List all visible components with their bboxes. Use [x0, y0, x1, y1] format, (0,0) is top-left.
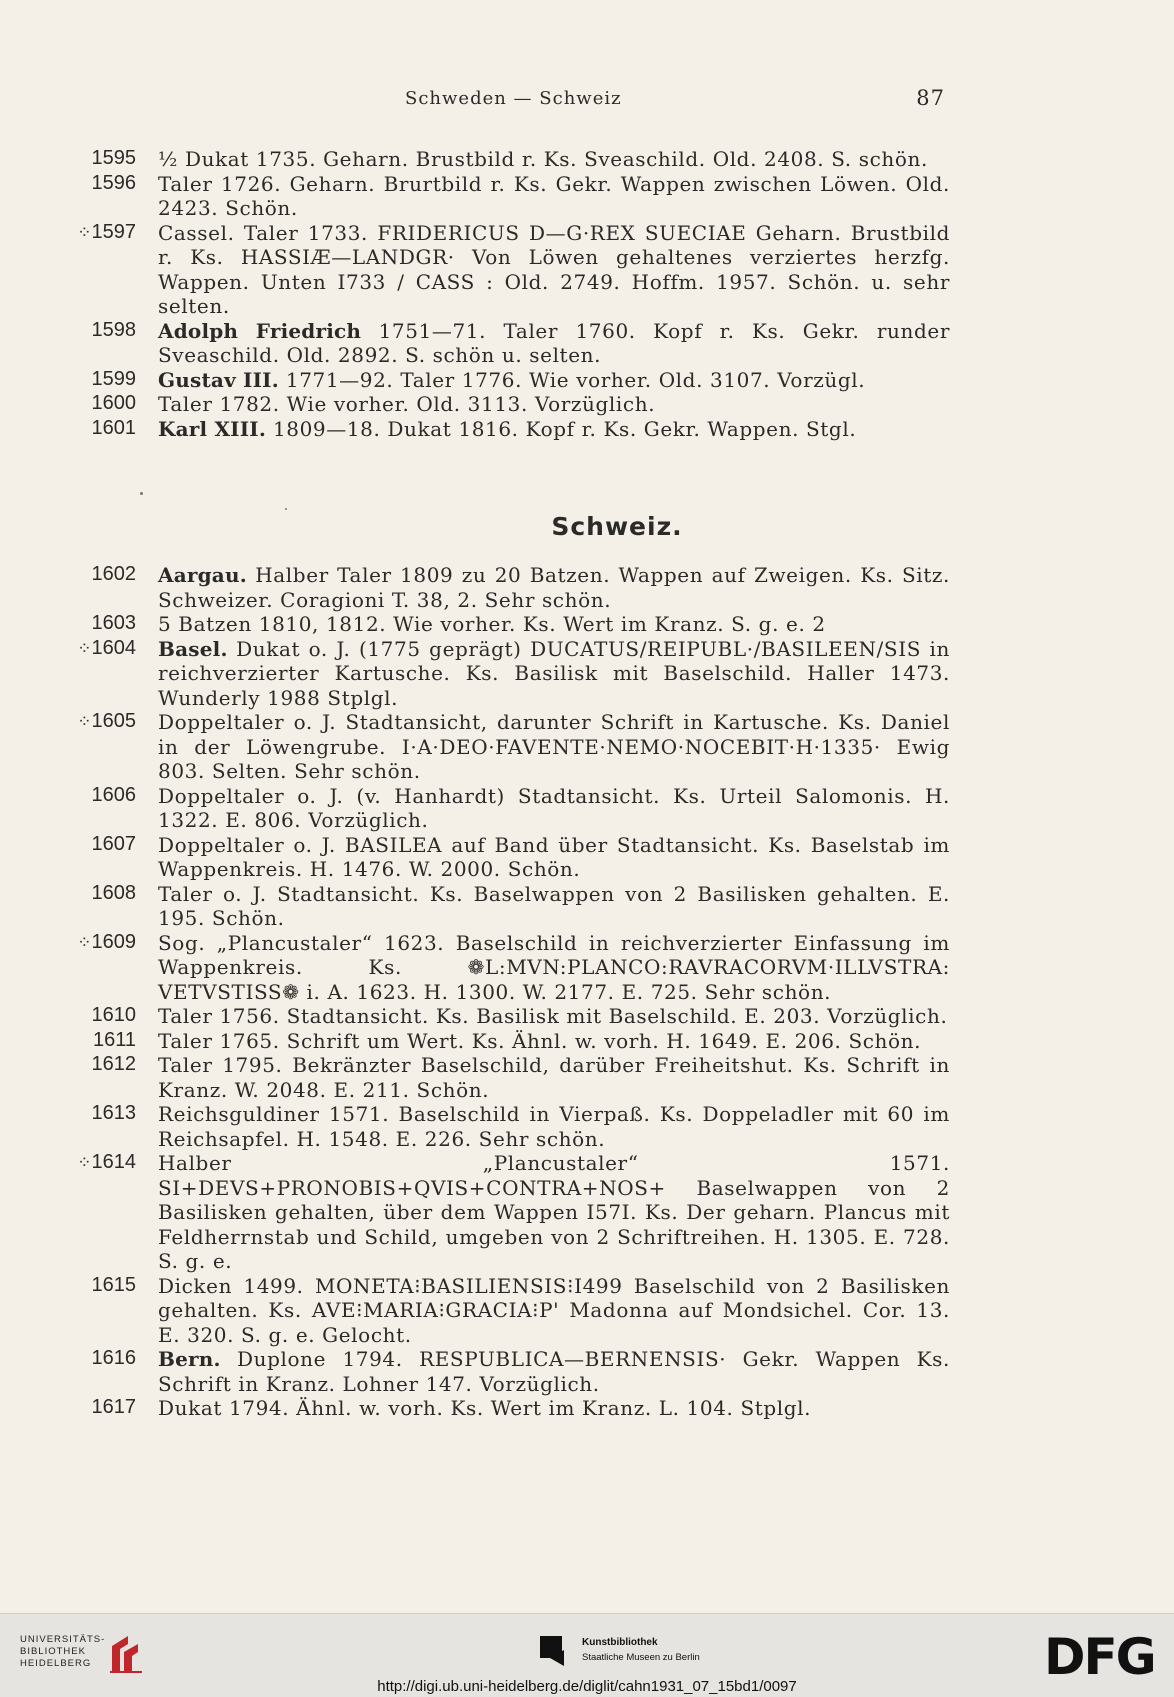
- entry-description: Taler 1782. Wie vorher. Old. 3113. Vorzüglich.: [158, 392, 656, 416]
- entry-number: [60, 612, 136, 635]
- entry-number: [60, 1053, 136, 1076]
- entry-description: Doppeltaler o. J. BASILEA auf Band über Stadtansicht. Ks. Baselstab im Wappenkreis. H. 1476. W. 2000. Schön.: [158, 832, 950, 881]
- entry-text: [158, 637, 950, 711]
- catalog-entry: [0, 882, 950, 931]
- entry-text: [158, 931, 950, 1005]
- entry-description: Sog. „Plancustaler“ 1623. Baselschild in reichverzierter Einfassung im Wappenkreis. Ks. ❁L:MVN:PLANCO:RAVRACORVM·ILLVSTRA: VETVSTISS❁ i. A. 1623. H. 1300. W. 2177. E. 725. Sehr schön.: [158, 930, 950, 1004]
- entry-text: [158, 221, 950, 319]
- entry-number: [60, 319, 136, 342]
- entry-number-value: 1611: [92, 1028, 136, 1051]
- catalog-entry: [0, 1396, 950, 1421]
- entry-number: [60, 1274, 136, 1297]
- entry-description: Dicken 1499. MONETA⁝BASILIENSIS⁝I499 Baselschild von 2 Basilisken gehalten. Ks. AVE⁝MARIA⁝GRACIA⁝P' Madonna auf Mondsichel. Cor. 13. E. 320. S. g. e. Gelocht.: [158, 1273, 950, 1347]
- catalog-entry: [0, 1029, 950, 1054]
- entry-text: [158, 319, 950, 368]
- catalog-entry: [0, 368, 950, 393]
- entry-number: [60, 417, 136, 440]
- entry-number-value: 1601: [91, 416, 136, 439]
- entry-description: Dukat 1794. Ähnl. w. vorh. Ks. Wert im Kranz. L. 104. Stplgl.: [158, 1396, 812, 1420]
- catalog-entry: [0, 563, 950, 612]
- entry-text: [158, 1004, 950, 1029]
- entry-number-value: 1615: [91, 1273, 136, 1296]
- entry-description: Dukat o. J. (1775 geprägt) DUCATUS/REIPUBL·/BASILEEN/SIS in reichverzierter Kartusche. Ks. Basilisk mit Baselschild. Haller 1473. Wunderly 1988 Stplgl.: [158, 636, 950, 710]
- entry-number-value: 1597: [91, 220, 136, 243]
- entry-text: [158, 172, 950, 221]
- ruler-or-canton-name: Bern.: [158, 1347, 221, 1371]
- running-head: [150, 88, 950, 114]
- entry-number: [60, 392, 136, 415]
- rarity-mark-icon: ⁘: [77, 638, 92, 658]
- catalog-entry: [0, 221, 950, 319]
- section-heading: Schweiz.: [551, 512, 683, 541]
- entry-number-value: 1600: [91, 392, 136, 414]
- catalog-entry: [0, 1102, 950, 1151]
- ub-heidelberg-logo[interactable]: [20, 1634, 150, 1674]
- entry-number: [60, 1004, 136, 1027]
- ruler-or-canton-name: Adolph Friedrich: [158, 318, 362, 343]
- entry-number-value: 1617: [91, 1396, 136, 1418]
- kunstbibliothek-logo[interactable]: [536, 1632, 736, 1668]
- entry-number: [60, 882, 136, 905]
- page-number: 87: [916, 86, 945, 110]
- entry-text: [158, 1347, 950, 1396]
- entry-text: [158, 1053, 950, 1102]
- entry-number: [60, 1029, 136, 1052]
- entry-number-value: 1614: [91, 1151, 136, 1173]
- entry-number: [60, 172, 136, 195]
- entries-schweiz: [0, 563, 1174, 1421]
- catalog-entry: [0, 784, 950, 833]
- entry-text: [158, 417, 950, 442]
- entry-number-value: 1596: [91, 171, 136, 194]
- catalog-entry: [0, 147, 950, 172]
- permalink-url[interactable]: http://digi.ub.uni-heidelberg.de/diglit/cahn1931_07_15bd1/0097: [377, 1678, 797, 1695]
- entry-number: [60, 710, 136, 733]
- entry-number: [60, 833, 136, 856]
- entry-number-value: 1605: [91, 710, 136, 732]
- entry-number: [60, 368, 136, 391]
- entry-number-value: 1606: [91, 783, 136, 806]
- rarity-mark-icon: ⁘: [77, 222, 92, 242]
- entry-text: [158, 147, 950, 172]
- entry-text: [158, 784, 950, 833]
- entry-description: Halber Taler 1809 zu 20 Batzen. Wappen auf Zweigen. Ks. Sitz. Schweizer. Coragioni T. 38, 2. Sehr schön.: [158, 563, 950, 612]
- running-head-title: Schweden — Schweiz: [405, 88, 622, 109]
- entries-schweden: [0, 147, 1174, 441]
- entry-number-value: 1613: [91, 1102, 136, 1124]
- entry-text: [158, 1029, 950, 1054]
- entry-text: [158, 1274, 950, 1348]
- entry-text: [158, 710, 950, 784]
- entry-text: [158, 1151, 950, 1274]
- entry-description: 5 Batzen 1810, 1812. Wie vorher. Ks. Wert im Kranz. S. g. e. 2: [158, 612, 826, 636]
- entry-number: [60, 931, 136, 954]
- entry-description: Taler 1726. Geharn. Brurtbild r. Ks. Gekr. Wappen zwischen Löwen. Old. 2423. Schön.: [158, 171, 950, 220]
- speck: [140, 492, 143, 495]
- catalog-entry: [0, 1274, 950, 1348]
- catalog-entry: [0, 392, 950, 417]
- catalog-entry: [0, 1004, 950, 1029]
- dfg-logo[interactable]: DFG: [1044, 1628, 1155, 1686]
- entry-text: [158, 368, 950, 393]
- entry-number-value: 1607: [91, 832, 136, 855]
- entry-number: [60, 1396, 136, 1419]
- ruler-or-canton-name: Karl XIII.: [158, 416, 266, 441]
- entry-text: [158, 612, 950, 637]
- entry-text: [158, 833, 950, 882]
- ruler-or-canton-name: Gustav III.: [158, 367, 279, 392]
- entry-number-value: 1616: [91, 1347, 136, 1369]
- entry-number-value: 1598: [91, 318, 136, 341]
- catalog-entry: [0, 172, 950, 221]
- kb-line1: Kunstbibliothek: [582, 1637, 658, 1648]
- entry-description: 1751—71. Taler 1760. Kopf r. Ks. Gekr. runder Sveaschild. Old. 2892. S. schön u. selten.: [158, 318, 950, 367]
- entry-number-value: 1599: [91, 367, 136, 390]
- entry-number-value: 1612: [91, 1053, 136, 1075]
- entry-text: [158, 563, 950, 612]
- catalog-entry: [0, 319, 950, 368]
- ruler-or-canton-name: Aargau.: [158, 563, 247, 587]
- entry-number-value: 1602: [91, 563, 136, 585]
- entry-number: [60, 1102, 136, 1125]
- entry-description: Taler o. J. Stadtansicht. Ks. Baselwappen von 2 Basilisken gehalten. E. 195. Schön.: [158, 881, 950, 930]
- catalog-entry: [0, 1151, 950, 1274]
- entry-number: [60, 784, 136, 807]
- entry-description: Cassel. Taler 1733. FRIDERICUS D—G·REX SUECIAE Geharn. Brustbild r. Ks. HASSIÆ—LANDGR· Von Löwen gehaltenes verziertes herzfg. Wappen. Unten I733 / CASS : Old. 2749. Hoffm. 1957. Schön. u. sehr selten.: [158, 220, 950, 318]
- catalog-entry: [0, 612, 950, 637]
- entry-text: [158, 392, 950, 417]
- entry-description: Taler 1795. Bekränzter Baselschild, darüber Freiheitshut. Ks. Schrift in Kranz. W. 2048. E. 211. Schön.: [158, 1053, 950, 1102]
- entry-description: Duplone 1794. RESPUBLICA—BERNENSIS· Gekr. Wappen Ks. Schrift in Kranz. Lohner 147. Vorzüglich.: [158, 1347, 950, 1396]
- entry-number: [60, 147, 136, 170]
- catalog-entry: [0, 710, 950, 784]
- catalog-entry: [0, 637, 950, 711]
- entry-number: [60, 1347, 136, 1370]
- kb-line2: Staatliche Museen zu Berlin: [582, 1652, 700, 1663]
- catalog-entry: [0, 1347, 950, 1396]
- rarity-mark-icon: ⁘: [77, 932, 92, 952]
- catalog-entry: [0, 417, 950, 442]
- entry-number-value: 1603: [91, 612, 136, 634]
- entry-number-value: 1610: [91, 1004, 136, 1026]
- ruler-or-canton-name: Basel.: [158, 636, 228, 661]
- entry-description: Taler 1765. Schrift um Wert. Ks. Ähnl. w. vorh. H. 1649. E. 206. Schön.: [158, 1028, 922, 1053]
- entry-description: 1771—92. Taler 1776. Wie vorher. Old. 3107. Vorzügl.: [278, 367, 866, 392]
- entry-description: 1809—18. Dukat 1816. Kopf r. Ks. Gekr. Wappen. Stgl.: [266, 416, 857, 441]
- entry-number-value: 1609: [91, 930, 136, 953]
- speck: [285, 508, 287, 510]
- entry-number: [60, 221, 136, 244]
- entry-description: ½ Dukat 1735. Geharn. Brustbild r. Ks. Sveaschild. Old. 2408. S. schön.: [158, 147, 928, 171]
- entry-number: [60, 637, 136, 660]
- kunstbibliothek-mark-icon: [536, 1632, 572, 1668]
- entry-description: Doppeltaler o. J. (v. Hanhardt) Stadtansicht. Ks. Urteil Salomonis. H. 1322. E. 806. Vorzüglich.: [158, 783, 950, 832]
- entry-text: [158, 882, 950, 931]
- catalog-entry: [0, 1053, 950, 1102]
- entry-description: Halber „Plancustaler“ 1571. SI+DEVS+PRONOBIS+QVIS+CONTRA+NOS+ Baselwappen von 2 Basilisken gehalten, über dem Wappen I57I. Ks. Der geharn. Plancus mit Feldherrnstab und Schild, umgeben von 2 Schriftreihen. H. 1305. E. 728. S. g. e.: [158, 1151, 950, 1273]
- entry-number: [60, 1151, 136, 1174]
- entry-description: Reichsguldiner 1571. Baselschild in Vierpaß. Ks. Doppeladler mit 60 im Reichsapfel. H. 1548. E. 226. Sehr schön.: [158, 1102, 950, 1151]
- footer: [0, 1613, 1174, 1697]
- entry-number-value: 1608: [91, 881, 136, 904]
- entry-description: Taler 1756. Stadtansicht. Ks. Basilisk mit Baselschild. E. 203. Vorzüglich.: [158, 1004, 948, 1028]
- rarity-mark-icon: ⁘: [77, 1153, 92, 1172]
- catalog-entry: [0, 833, 950, 882]
- entry-text: [158, 1396, 950, 1421]
- rarity-mark-icon: ⁘: [77, 712, 92, 731]
- entry-number-value: 1604: [91, 636, 136, 659]
- entry-number: [60, 563, 136, 586]
- entry-number-value: 1595: [91, 147, 136, 169]
- catalog-entry: [0, 931, 950, 1005]
- entry-text: [158, 1102, 950, 1151]
- ub-logo-text: UNIVERSITÄTS- BIBLIOTHEK HEIDELBERG: [20, 1634, 106, 1669]
- ub-logo-mark-icon: [108, 1634, 144, 1674]
- entry-description: Doppeltaler o. J. Stadtansicht, darunter Schrift in Kartusche. Ks. Daniel in der Löwengrube. I·A·DEO·FAVENTE·NEMO·NOCEBIT·H·1335· Ewig 803. Selten. Sehr schön.: [158, 710, 950, 783]
